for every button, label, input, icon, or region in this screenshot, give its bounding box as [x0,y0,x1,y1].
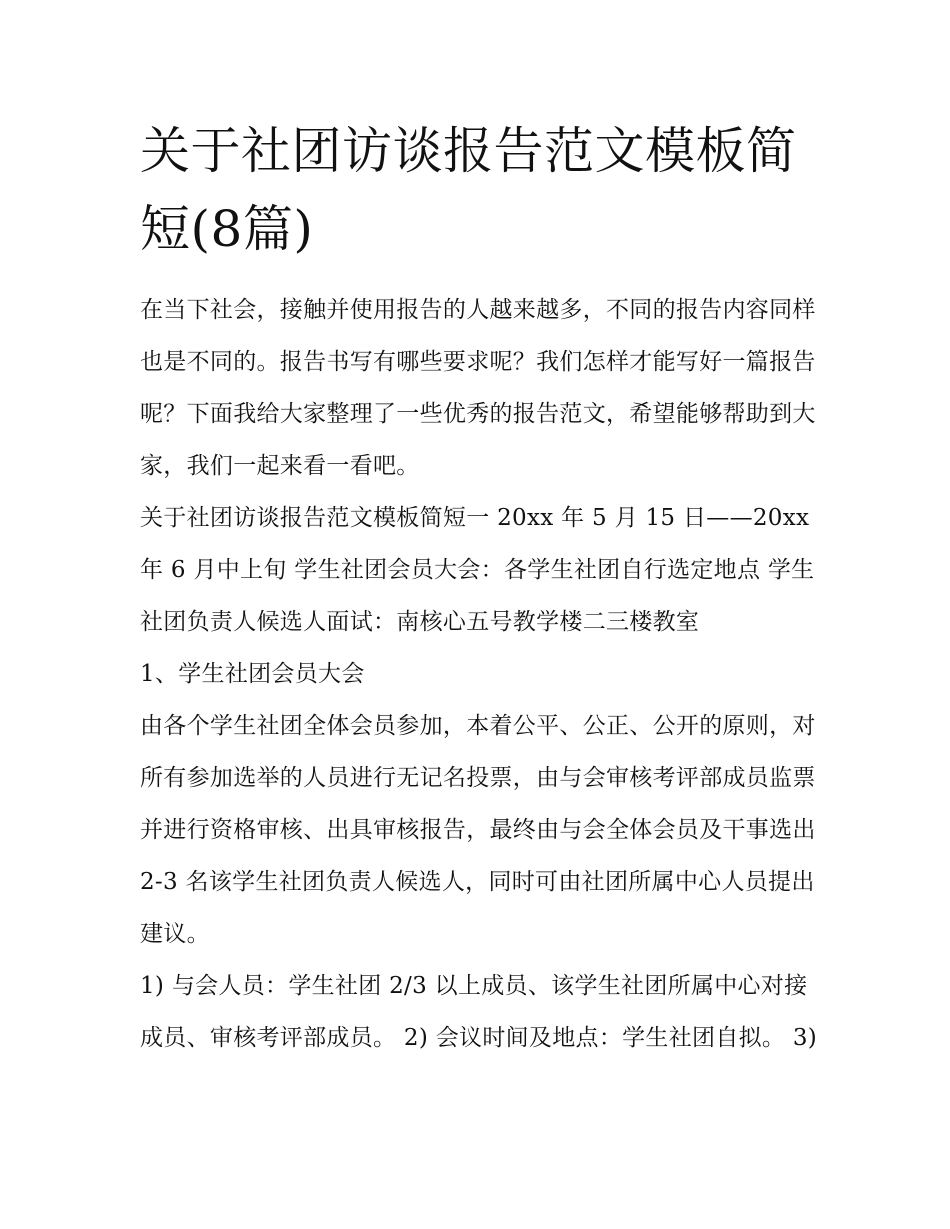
schedule-paragraph: 关于社团访谈报告范文模板简短一 20xx 年 5 月 15 日——20xx 年 6 月中上旬 学生社团会员大会：各学生社团自行选定地点 学生社团负责人候选人面试：南核心五号教学楼二三楼教室 [140,505,815,635]
section-heading: 1、学生社团会员大会 [140,661,365,687]
member-meeting-paragraph: 由各个学生社团全体会员参加，本着公平、公正、公开的原则，对所有参加选举的人员进行无记名投票，由与会审核考评部成员监票并进行资格审核、出具审核报告，最终由与会全体会员及干事选出 2-3 名该学生社团负责人候选人，同时可由社团所属中心人员提出建议。 [140,713,816,947]
meeting-details-paragraph: 1) 与会人员：学生社团 2/3 以上成员、该学生社团所属中心对接成员、审核考评部成员。 2) 会议时间及地点：学生社团自拟。 3) [140,973,818,1051]
document-title: 关于社团访谈报告范文模板简短(8篇) [140,122,797,258]
document-body [140,112,820,1064]
intro-paragraph: 在当下社会，接触并使用报告的人越来越多，不同的报告内容同样也是不同的。报告书写有哪些要求呢？我们怎样才能写好一篇报告呢？下面我给大家整理了一些优秀的报告范文，希望能够帮助到大家，我们一起来看一看吧。 [140,297,816,479]
